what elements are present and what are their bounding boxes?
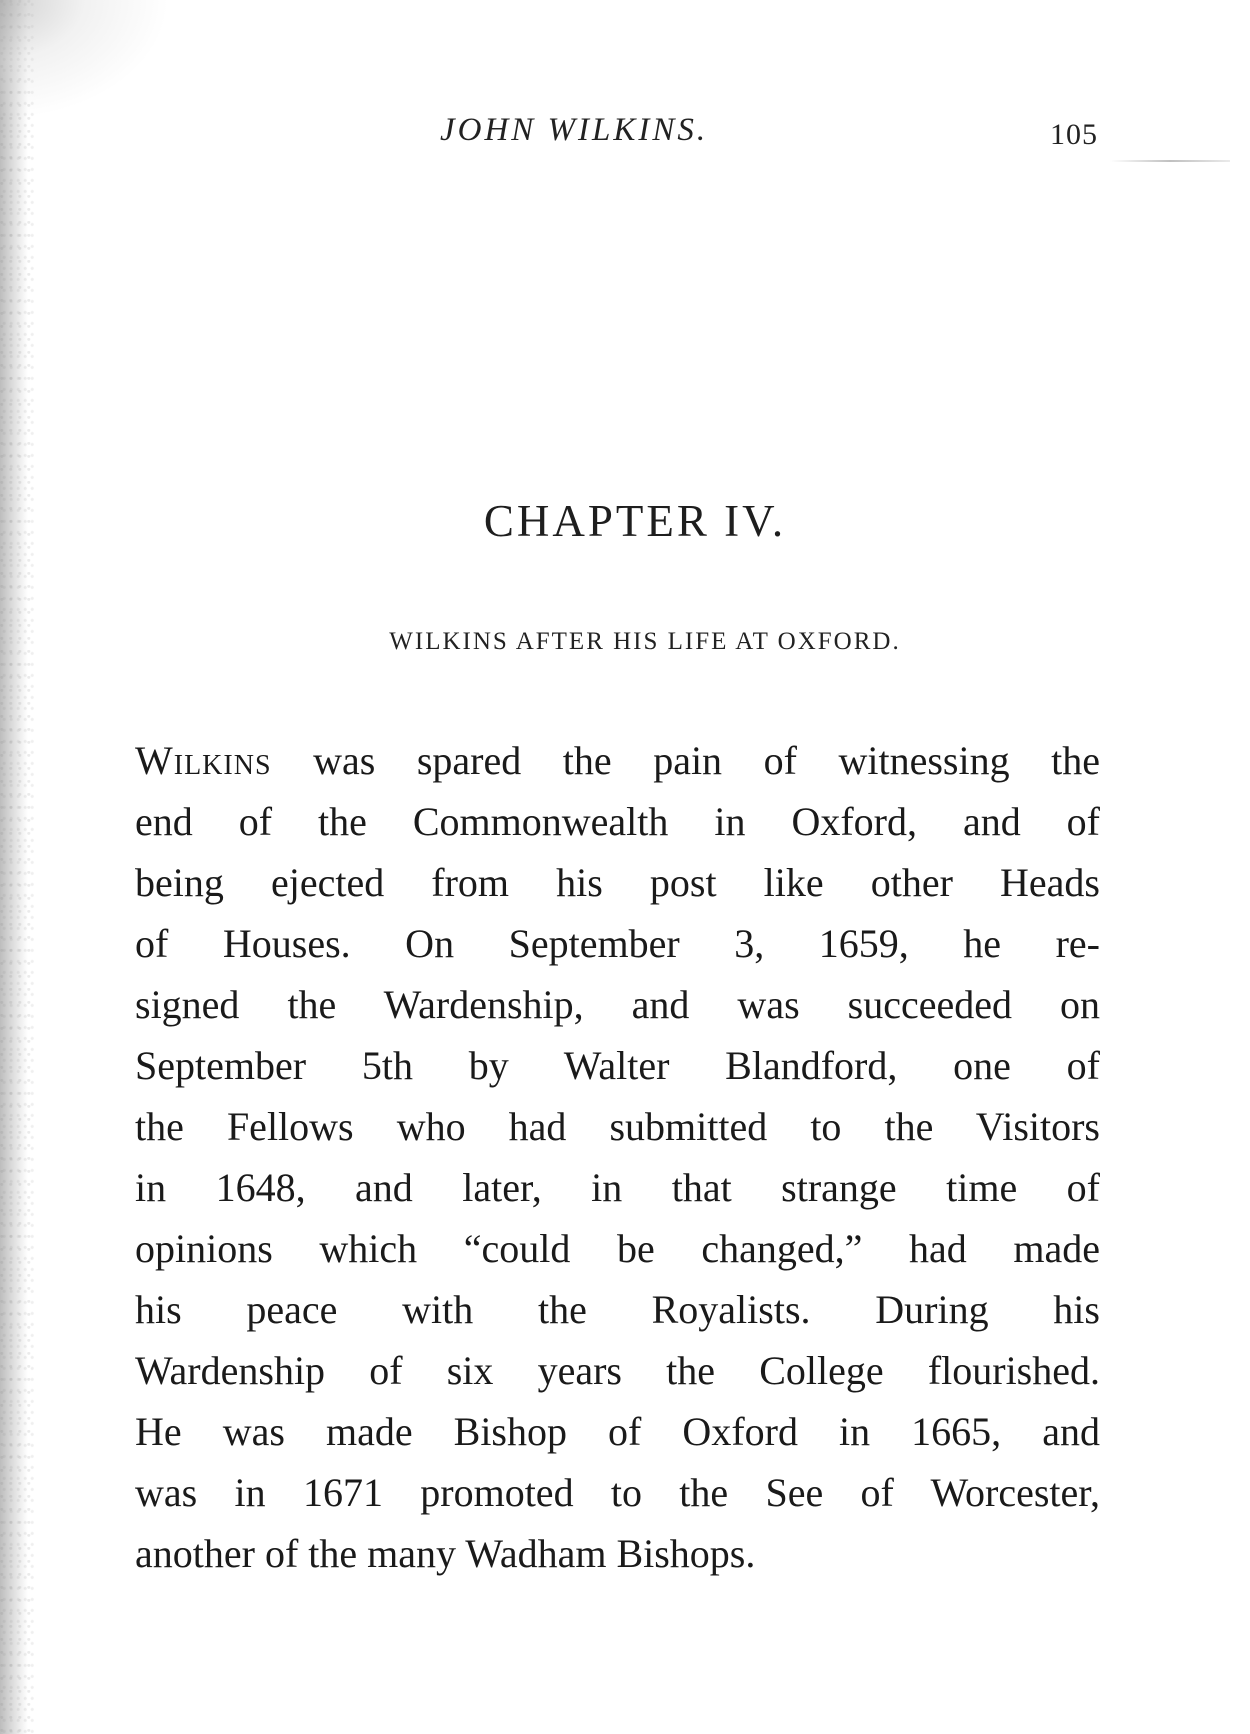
body-paragraph (135, 730, 1100, 1584)
text-line: opinions which “could be changed,” had made (135, 1226, 1100, 1271)
text-line: end of the Commonwealth in Oxford, and of (135, 799, 1100, 844)
running-head (0, 112, 1250, 162)
text-line: Wardenship of six years the College flourished. (135, 1348, 1100, 1393)
text-line: in 1648, and later, in that strange time of (135, 1165, 1100, 1210)
chapter-subtitle: WILKINS AFTER HIS LIFE AT OXFORD. (389, 628, 901, 655)
text-line: He was made Bishop of Oxford in 1665, and (135, 1409, 1100, 1454)
text-line: September 5th by Walter Blandford, one of (135, 1043, 1100, 1088)
page-number: 105 (1050, 118, 1098, 151)
text-line (135, 730, 1100, 791)
text-line-last: another of the many Wadham Bishops. (135, 1531, 756, 1576)
margin-mark (1110, 160, 1230, 162)
text-line: was in 1671 promoted to the See of Worcester, (135, 1470, 1100, 1515)
running-title: JOHN WILKINS. (440, 112, 709, 148)
opening-word: Wilkins (135, 738, 272, 783)
page-corner-speckle (0, 0, 170, 120)
text-line: signed the Wardenship, and was succeeded on (135, 982, 1100, 1027)
text-line: his peace with the Royalists. During his (135, 1287, 1100, 1332)
page-edge-speckle (0, 0, 34, 1734)
chapter-title: CHAPTER IV. (483, 496, 787, 546)
text-line: the Fellows who had submitted to the Visitors (135, 1104, 1100, 1149)
first-line-text: was spared the pain of witnessing the (313, 738, 1100, 783)
text-line: of Houses. On September 3, 1659, he re- (135, 921, 1100, 966)
text-line: being ejected from his post like other Heads (135, 860, 1100, 905)
